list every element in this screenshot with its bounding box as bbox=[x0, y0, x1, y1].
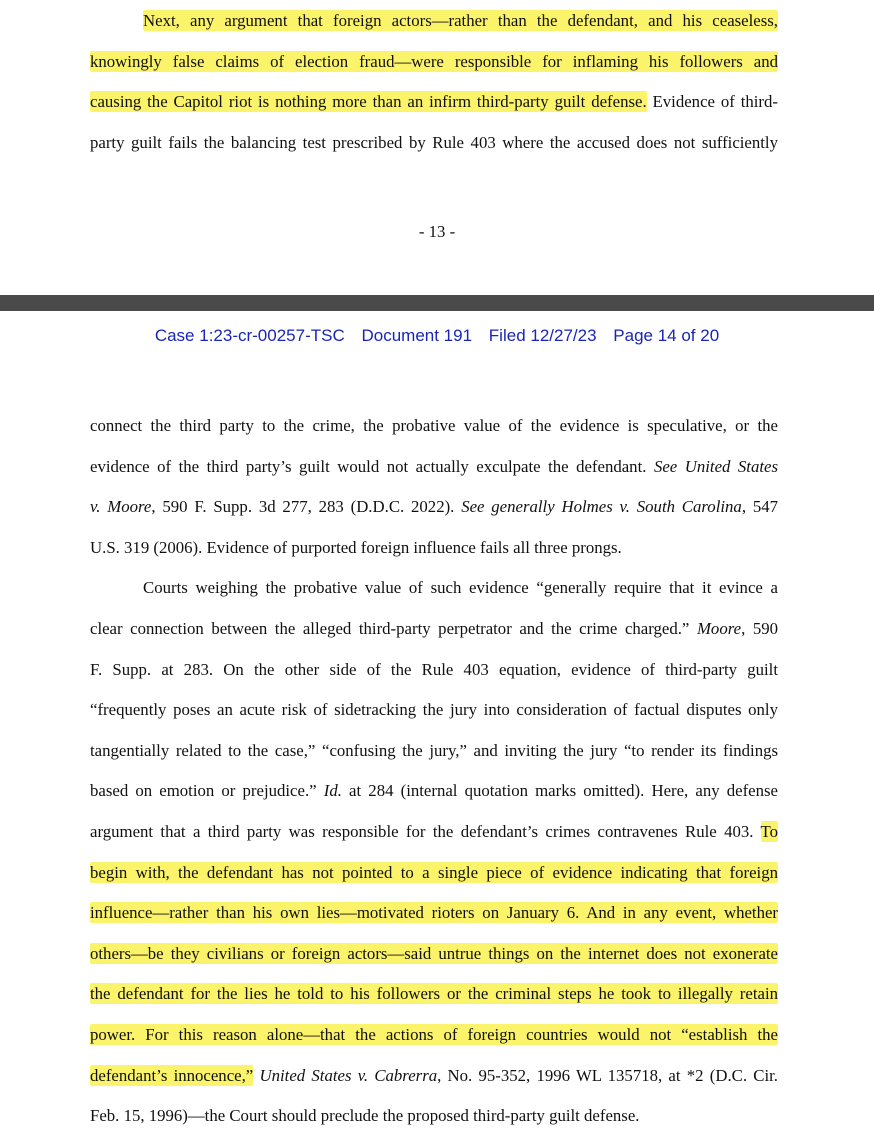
text-run: , 590 F. Supp. 3d 277, 283 (D.D.C. 2022). bbox=[151, 497, 462, 517]
text-run: , No. 95-352, 1996 WL 135718, at *2 (D.C. Cir. bbox=[437, 1065, 779, 1085]
text-line bbox=[143, 577, 778, 599]
text-run: at 284 (internal quotation marks omitted). Here, any defense bbox=[341, 781, 778, 801]
text-run: U.S. 319 (2006). Evidence of purported foreign influence fails all three prongs. bbox=[90, 537, 622, 557]
text-run: , 547 bbox=[741, 497, 778, 517]
text-run: argument that a third party was responsible for the defendant’s crimes contravenes Rule 403. bbox=[90, 822, 761, 841]
highlighted-text: Next, any argument that foreign actors—rather than the defendant, and his ceaseless, bbox=[143, 11, 778, 30]
page-divider bbox=[0, 295, 874, 311]
text-line bbox=[90, 1065, 778, 1087]
text-line bbox=[90, 537, 778, 559]
text-line bbox=[90, 415, 778, 437]
text-line bbox=[90, 1024, 778, 1046]
text-line bbox=[90, 659, 778, 681]
page-number: - 13 - bbox=[418, 222, 456, 241]
text-line bbox=[90, 132, 778, 154]
text-line bbox=[90, 1105, 778, 1127]
case-number: Case 1:23-cr-00257-TSC bbox=[154, 326, 345, 345]
text-line bbox=[90, 943, 778, 965]
highlighted-text: knowingly false claims of election fraud—were responsible for inflaming his followers and bbox=[90, 51, 778, 71]
text-run: clear connection between the alleged third-party perpetrator and the crime charged.” bbox=[90, 619, 697, 638]
text-run: connect the third party to the crime, the probative value of the evidence is speculative, or the bbox=[90, 416, 778, 435]
text-line bbox=[90, 983, 778, 1005]
highlighted-text: causing the Capitol riot is nothing more than an infirm third-party guilt defense. bbox=[90, 92, 647, 112]
text-run: Courts weighing the probative value of such evidence “generally require that it evince a bbox=[143, 578, 778, 598]
highlighted-text: others—be they civilians or foreign actors—said untrue things on the internet does not exonerate bbox=[90, 943, 778, 963]
highlighted-text: power. For this reason alone—that the actions of foreign countries would not “establish the bbox=[90, 1025, 778, 1044]
text-line bbox=[90, 821, 778, 843]
italic-citation: Moore bbox=[696, 619, 742, 638]
highlighted-text: defendant’s innocence,” bbox=[90, 1065, 254, 1085]
text-run: tangentially related to the case,” “confusing the jury,” and inviting the jury “to render its findings bbox=[90, 740, 778, 760]
highlighted-text: the defendant for the lies he told to his followers or the criminal steps he took to illegally retain bbox=[90, 984, 778, 1004]
text-line bbox=[90, 496, 778, 518]
highlighted-text: influence—rather than his own lies—motivated rioters on January 6. And in any event, whether bbox=[90, 903, 778, 923]
text-line bbox=[90, 902, 778, 924]
text-run: based on emotion or prejudice.” bbox=[90, 781, 324, 801]
highlighted-text: begin with, the defendant has not pointed to a single piece of evidence indicating that foreign bbox=[90, 862, 778, 882]
text-line bbox=[90, 618, 778, 640]
text-run: Feb. 15, 1996)—the Court should preclude the proposed third-party guilt defense. bbox=[90, 1106, 640, 1126]
text-line bbox=[90, 51, 778, 73]
text-line bbox=[90, 862, 778, 884]
text-line bbox=[90, 740, 778, 762]
italic-citation: See United States bbox=[653, 456, 779, 476]
text-line bbox=[90, 699, 778, 721]
text-run: party guilt fails the balancing test prescribed by Rule 403 where the accused does not sufficiently bbox=[90, 133, 778, 153]
text-run: evidence of the third party’s guilt would not actually exculpate the defendant. bbox=[90, 456, 654, 476]
text-line bbox=[90, 780, 778, 802]
text-run: “frequently poses an acute risk of sidetracking the jury into consideration of factual disputes only bbox=[90, 700, 778, 720]
text-line bbox=[143, 10, 778, 32]
filed-date: Filed 12/27/23 bbox=[488, 326, 597, 345]
italic-citation: United States v. Cabrerra bbox=[253, 1065, 438, 1085]
italic-citation: See generally Holmes v. South Carolina bbox=[461, 497, 742, 517]
text-line bbox=[90, 456, 778, 478]
page-count: Page 14 of 20 bbox=[613, 326, 720, 345]
text-run: , 590 bbox=[741, 619, 779, 638]
document-number: Document 191 bbox=[361, 326, 473, 345]
text-line bbox=[90, 91, 778, 113]
text-run: Evidence of third- bbox=[646, 92, 778, 112]
text-run: F. Supp. at 283. On the other side of the Rule 403 equation, evidence of third-party guilt bbox=[90, 659, 778, 679]
case-header bbox=[0, 326, 874, 346]
italic-citation: v. Moore bbox=[90, 497, 152, 517]
highlighted-text: To bbox=[760, 822, 778, 841]
italic-citation: Id. bbox=[323, 781, 342, 801]
